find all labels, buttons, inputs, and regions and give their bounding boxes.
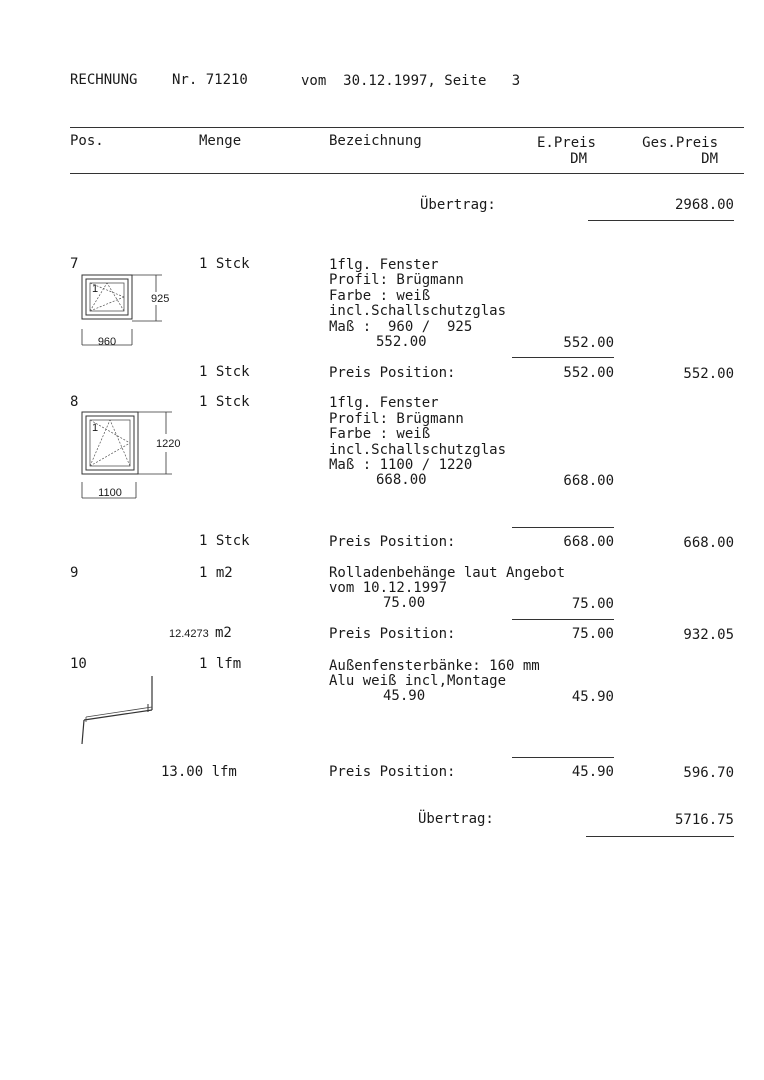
- column-menge: Menge: [199, 133, 242, 149]
- window-sash-label: 1: [92, 422, 99, 434]
- subtotal-label: Preis Position:: [329, 534, 456, 550]
- subtotal-unit: 668.00: [563, 534, 614, 550]
- subtotal-total: 596.70: [683, 765, 734, 781]
- item-qty: 1 Stck: [199, 394, 250, 410]
- subtotal-label: Preis Position:: [329, 764, 456, 780]
- item-price-line: 552.00: [376, 334, 427, 350]
- column-pos: Pos.: [70, 133, 104, 149]
- subtotal-unit: 552.00: [563, 365, 614, 381]
- header-bottom-rule: [70, 173, 744, 174]
- window-height-label: 925: [151, 293, 170, 305]
- item-unit-price: 668.00: [563, 473, 614, 489]
- subtotal-unit: 75.00: [571, 626, 614, 642]
- item-qty: 1 m2: [199, 565, 233, 581]
- item-unit-price: 75.00: [571, 596, 614, 612]
- subtotal-qty-unit: m2: [215, 625, 232, 641]
- item-unit-rule: [512, 757, 614, 758]
- subtotal-total: 552.00: [683, 366, 734, 382]
- item-desc-line: incl.Schallschutzglas: [329, 442, 507, 458]
- column-gespreis-unit: DM: [701, 151, 718, 167]
- item-qty: 1 lfm: [199, 656, 242, 672]
- item-pos: 10: [70, 656, 87, 672]
- item-desc-line: incl.Schallschutzglas: [329, 303, 507, 319]
- carry-in-rule: [588, 220, 734, 221]
- item-unit-rule: [512, 527, 614, 528]
- subtotal-label: Preis Position:: [329, 365, 456, 381]
- item-price-line: 668.00: [376, 472, 427, 488]
- item-desc-line: Alu weiß incl,Montage: [329, 673, 507, 689]
- item-desc-line: Rolladenbehänge laut Angebot: [329, 565, 566, 581]
- item-desc-line: Maß : 1100 / 1220: [329, 457, 473, 473]
- column-gespreis: Ges.Preis: [642, 135, 718, 151]
- item-unit-price: 45.90: [571, 689, 614, 705]
- item-desc-line: Profil: Brügmann: [329, 272, 464, 288]
- carry-out-value: 5716.75: [674, 812, 734, 828]
- subtotal-unit: 45.90: [571, 764, 614, 780]
- header-top-rule: [70, 127, 744, 128]
- item-desc-line: Farbe : weiß: [329, 426, 431, 442]
- invoice-date-page: vom 30.12.1997, Seite 3: [301, 73, 521, 89]
- subtotal-label: Preis Position:: [329, 626, 456, 642]
- subtotal-qty: 1 Stck: [199, 533, 250, 549]
- item-unit-rule: [512, 357, 614, 358]
- item-desc-line: 1flg. Fenster: [329, 257, 439, 273]
- item-desc-line: vom 10.12.1997: [329, 580, 448, 596]
- item-desc-line: Farbe : weiß: [329, 288, 431, 304]
- window-sill-drawing-icon: [76, 674, 160, 750]
- column-epreis-unit: DM: [570, 151, 587, 167]
- subtotal-qty: 1 Stck: [199, 364, 250, 380]
- item-desc-line: Maß : 960 / 925: [329, 319, 473, 335]
- item-qty: 1 Stck: [199, 256, 250, 272]
- column-bezeichnung: Bezeichnung: [329, 133, 422, 149]
- item-pos: 9: [70, 565, 79, 581]
- item-price-line: 45.90: [383, 688, 426, 704]
- column-epreis: E.Preis: [536, 135, 596, 151]
- subtotal-qty-value: 12.4273: [169, 628, 209, 640]
- subtotal-total: 932.05: [683, 627, 734, 643]
- item-unit-rule: [512, 619, 614, 620]
- item-desc-line: Profil: Brügmann: [329, 411, 464, 427]
- window-width-label: 960: [97, 336, 117, 348]
- carry-in-label: Übertrag:: [420, 197, 496, 213]
- window-height-label: 1220: [156, 438, 181, 450]
- document-type: RECHNUNG: [70, 72, 138, 88]
- subtotal-qty: 13.00 lfm: [161, 764, 237, 780]
- item-desc-line: Außenfensterbänke: 160 mm: [329, 658, 540, 674]
- item-unit-price: 552.00: [563, 335, 614, 351]
- carry-in-value: 2968.00: [674, 197, 734, 213]
- subtotal-total: 668.00: [683, 535, 734, 551]
- carry-out-rule: [586, 836, 734, 837]
- item-pos: 7: [70, 256, 79, 272]
- carry-out-label: Übertrag:: [418, 811, 494, 827]
- item-desc-line: 1flg. Fenster: [329, 395, 439, 411]
- window-sash-label: 1: [92, 283, 99, 295]
- item-pos: 8: [70, 394, 79, 410]
- invoice-number: Nr. 71210: [172, 72, 248, 88]
- window-width-label: 1100: [98, 487, 122, 499]
- item-price-line: 75.00: [383, 595, 426, 611]
